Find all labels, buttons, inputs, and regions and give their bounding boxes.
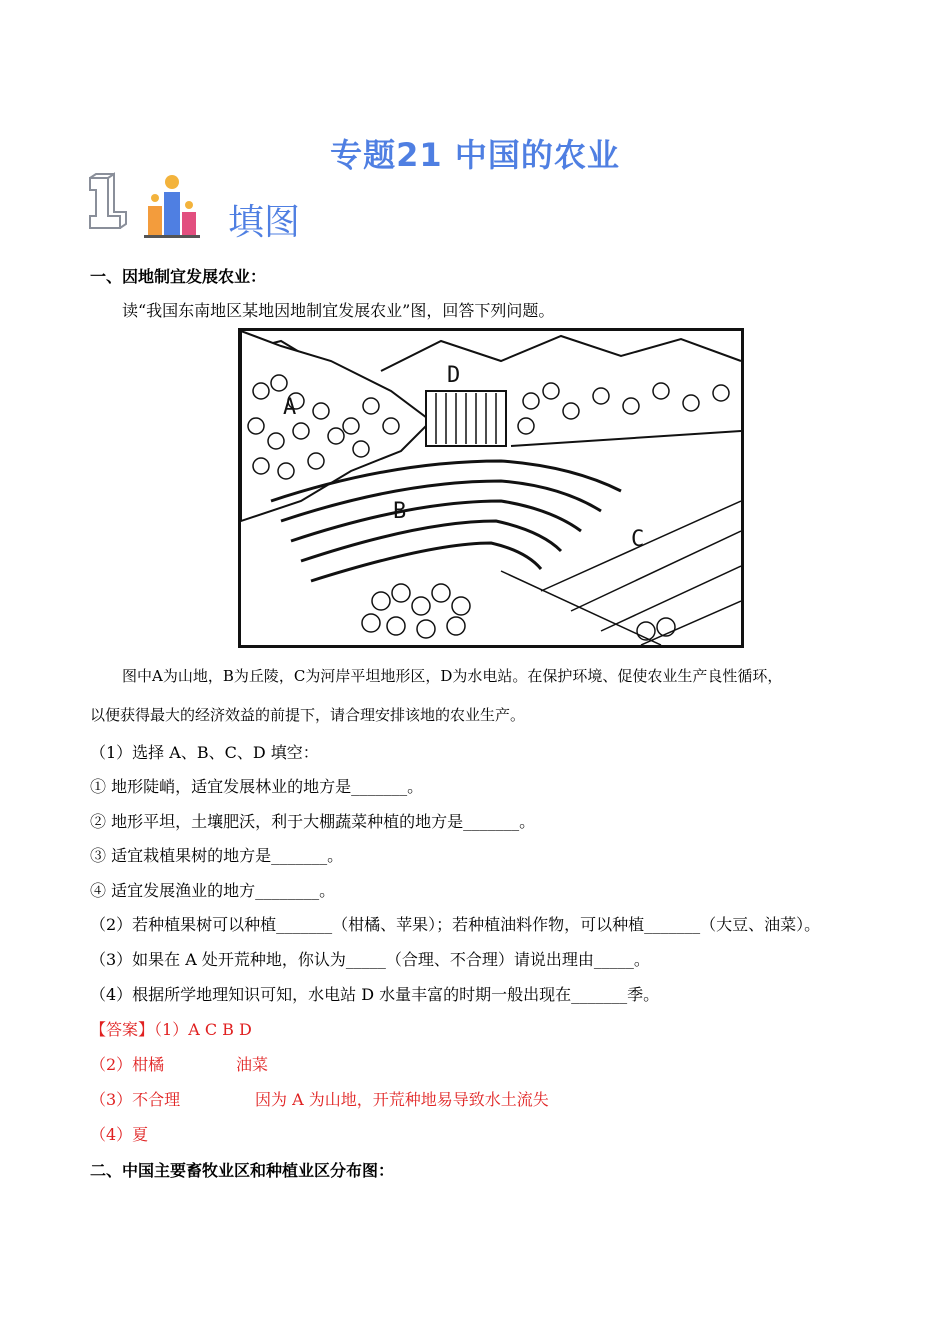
page-title: 专题21 中国的农业 (330, 136, 620, 174)
section1-heading: 一、因地制宜发展农业： (90, 267, 267, 286)
section1-intro: 读“我国东南地区某地因地制宜发展农业”图，回答下列问题。 (122, 301, 555, 320)
section2-heading: 二、中国主要畜牧业区和种植业区分布图： (90, 1161, 395, 1180)
figure-description-line1: 图中A为山地，B为丘陵，C为河岸平坦地形区，D为水电站。在保护环境、促使农业生产良性循环， (122, 667, 783, 685)
label-b: B (393, 499, 407, 524)
answer-2-b: 油菜 (236, 1055, 269, 1074)
number-one-icon (90, 174, 126, 228)
question-4: （4）根据所学地理知识可知，水电站 D 水量丰富的时期一般出现在_______季。 (90, 985, 660, 1004)
section-banner-label: 填图 (228, 202, 301, 243)
answer-3-reason: 因为 A 为山地，开荒种地易导致水土流失 (255, 1090, 549, 1109)
label-c: C (631, 527, 645, 552)
question-3: （3）如果在 A 处开荒种地，你认为_____（合理、不合理）请说出理由_____。 (90, 950, 650, 969)
label-d: D (447, 363, 461, 388)
question-2: （2）若种植果树可以种植_______（柑橘、苹果）；若种植油料作物，可以种植_______（大豆、油菜）。 (90, 915, 821, 934)
answer-block-1 (90, 1017, 252, 1040)
landscape-figure (238, 328, 744, 648)
label-a: A (283, 395, 297, 420)
figure-description-line2: 以便获得最大的经济效益的前提下，请合理安排该地的农业生产。 (90, 706, 526, 724)
answer-2: （2）柑橘 (90, 1055, 165, 1074)
question-1-3: ③ 适宜栽植果树的地方是_______。 (90, 846, 344, 865)
question-1: （1）选择 A、B、C、D 填空： (90, 743, 319, 762)
question-1-2: ② 地形平坦，土壤肥沃，利于大棚蔬菜种植的地方是_______。 (90, 812, 536, 831)
answer-tag: 【答案】 (90, 1020, 155, 1039)
answer-3: （3）不合理 (90, 1090, 181, 1109)
podium-trophy-icon (144, 175, 200, 238)
question-1-1: ① 地形陡峭，适宜发展林业的地方是_______。 (90, 777, 424, 796)
question-1-4: ④ 适宜发展渔业的地方________。 (90, 881, 336, 900)
answer-1: （1）A C B D (154, 1020, 252, 1039)
answer-4: （4）夏 (90, 1125, 149, 1144)
landscape-drawing (241, 331, 741, 645)
